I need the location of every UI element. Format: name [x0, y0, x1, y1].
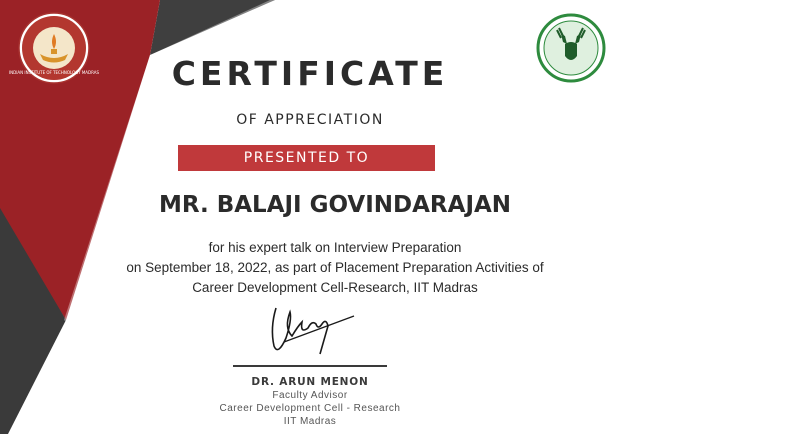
body-line: Career Development Cell-Research, IIT Madras — [192, 280, 478, 295]
certificate-title: CERTIFICATE — [171, 54, 449, 93]
cdc-stag-emblem-icon — [537, 14, 605, 82]
certificate-subtitle: OF APPRECIATION — [236, 112, 384, 128]
signatory-role: IIT Madras — [283, 416, 337, 427]
handwritten-signature — [262, 298, 358, 364]
signatory-role: Faculty Advisor — [272, 390, 348, 401]
signatory-name: DR. ARUN MENON — [251, 376, 369, 388]
iit-madras-seal-icon — [8, 12, 100, 84]
recipient-name: MR. BALAJI GOVINDARAJAN — [158, 192, 512, 218]
signatory-role: Career Development Cell - Research — [219, 403, 401, 414]
body-line: for his expert talk on Interview Preparation — [208, 240, 462, 255]
signature-line — [233, 365, 387, 367]
body-line: on September 18, 2022, as part of Placement Preparation Activities of — [126, 260, 544, 275]
presented-to-banner: PRESENTED TO — [178, 145, 435, 171]
seal-ring-text: INDIAN INSTITUTE OF TECHNOLOGY MADRAS — [8, 70, 100, 75]
